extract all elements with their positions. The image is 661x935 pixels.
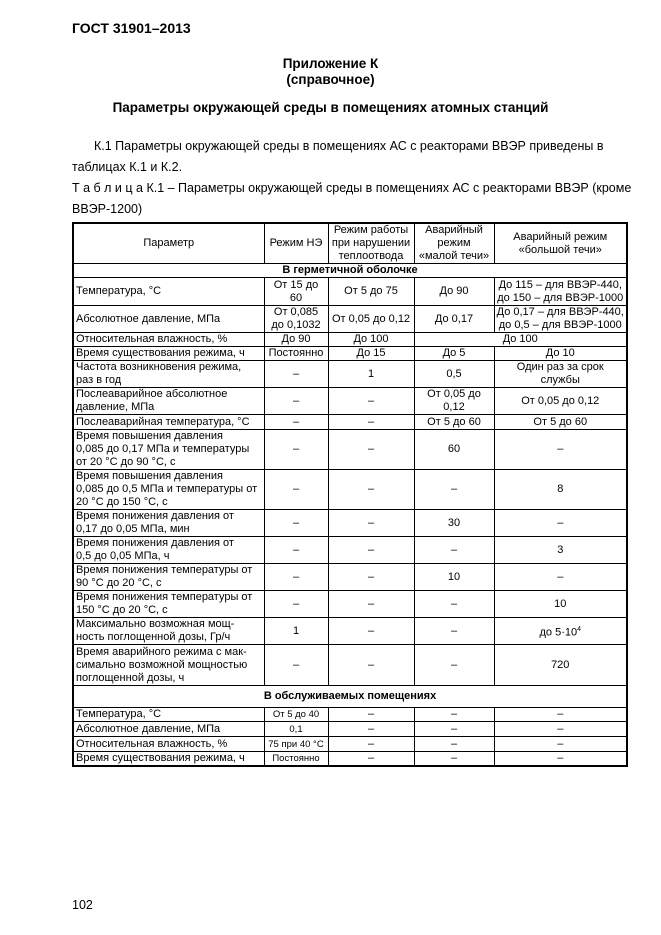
value-cell: –	[494, 708, 627, 722]
section-title: В обслуживаемых помещениях	[73, 686, 627, 708]
value-cell: От 5 до 75	[328, 278, 414, 306]
value-cell: От 5 до 60	[494, 415, 627, 430]
section-row	[73, 264, 627, 278]
value-cell: –	[414, 708, 494, 722]
value-cell: –	[414, 470, 494, 510]
value-cell: 3	[494, 537, 627, 564]
value-cell: 10	[414, 564, 494, 591]
parameter-cell: Абсолютное давление, МПа	[73, 306, 264, 333]
value-cell: –	[494, 722, 627, 737]
value-cell: –	[414, 722, 494, 737]
parameter-cell: Относительная влажность, %	[73, 333, 264, 347]
value-cell: 8	[494, 470, 627, 510]
value-cell: –	[264, 361, 328, 388]
section-row	[73, 686, 627, 708]
value-cell: До 100	[414, 333, 627, 347]
table-row	[73, 278, 627, 306]
value-cell: –	[328, 415, 414, 430]
value-cell: Постоянно	[264, 347, 328, 361]
value-cell: –	[328, 430, 414, 470]
table-row	[73, 708, 627, 722]
parameter-cell: Время существования режима, ч	[73, 752, 264, 767]
value-cell: 60	[414, 430, 494, 470]
value-cell: От 0,05 до 0,12	[414, 388, 494, 415]
parameter-cell: Послеаварийное абсолютное давление, МПа	[73, 388, 264, 415]
page-number: 102	[72, 898, 93, 912]
value-cell: Один раз за срок службы	[494, 361, 627, 388]
value-cell: –	[264, 430, 328, 470]
value-cell: –	[264, 564, 328, 591]
value-cell: –	[328, 510, 414, 537]
value-cell: 10	[494, 591, 627, 618]
table-row	[73, 737, 627, 752]
value-cell: –	[264, 388, 328, 415]
section-title: В герметичной оболочке	[73, 264, 627, 278]
table-row	[73, 722, 627, 737]
column-header: Параметр	[73, 223, 264, 264]
value-cell: –	[264, 415, 328, 430]
table-row	[73, 361, 627, 388]
value-cell: –	[264, 645, 328, 686]
column-header: Режим работы при нарушении теплоотвода	[328, 223, 414, 264]
parameter-cell: Послеаварийная температура, °С	[73, 415, 264, 430]
value-cell: До 0,17	[414, 306, 494, 333]
table-row	[73, 564, 627, 591]
value-cell: Постоянно	[264, 752, 328, 767]
parameter-cell: Время повышения давления 0,085 до 0,5 МПа и температуры от 20 °С до 150 °С, с	[73, 470, 264, 510]
parameter-cell: Время понижения давления от 0,5 до 0,05 МПа, ч	[73, 537, 264, 564]
parameter-cell: Время повышения давления 0,085 до 0,17 МПа и температуры от 20 °С до 90 °С, с	[73, 430, 264, 470]
value-cell: –	[328, 591, 414, 618]
value-cell: От 15 до 60	[264, 278, 328, 306]
intro-paragraph: К.1 Параметры окружающей среды в помещениях АС с реакторами ВВЭР приведены в таблицах К.1 и К.2.	[72, 139, 604, 174]
value-cell: –	[414, 737, 494, 752]
value-cell: До 100	[328, 333, 414, 347]
value-cell: До 90	[264, 333, 328, 347]
parameter-cell: Максимально возможная мощ- ность поглощенной дозы, Гр/ч	[73, 618, 264, 645]
value-cell: 75 при 40 °С	[264, 737, 328, 752]
column-header: Аварийный режим «большой течи»	[494, 223, 627, 264]
column-header: Режим НЭ	[264, 223, 328, 264]
value-cell: –	[264, 470, 328, 510]
value-cell: До 10	[494, 347, 627, 361]
value-cell: От 5 до 60	[414, 415, 494, 430]
value-cell: 30	[414, 510, 494, 537]
value-cell: 0,5	[414, 361, 494, 388]
table-row	[73, 306, 627, 333]
value-cell: –	[494, 510, 627, 537]
parameter-cell: Время существования режима, ч	[73, 347, 264, 361]
table-row	[73, 591, 627, 618]
value-cell: –	[328, 470, 414, 510]
value-cell: От 0,085 до 0,1032	[264, 306, 328, 333]
table-header-row	[73, 223, 627, 264]
value-cell: –	[328, 645, 414, 686]
table-caption: Т а б л и ц а К.1 – Параметры окружающей среды в помещениях АС с реакторами ВВЭР (кроме ВВЭР-1200)	[72, 181, 632, 216]
value-cell: –	[494, 430, 627, 470]
value-cell: –	[328, 537, 414, 564]
value-base: до 5·10	[539, 626, 578, 639]
value-cell: От 0,05 до 0,12	[494, 388, 627, 415]
standard-number: ГОСТ 31901–2013	[72, 20, 191, 36]
value-cell: –	[264, 537, 328, 564]
value-exponent: 4	[577, 625, 581, 633]
value-cell: –	[264, 591, 328, 618]
table-row	[73, 333, 627, 347]
value-cell: –	[264, 510, 328, 537]
table-row	[73, 388, 627, 415]
value-cell: –	[328, 618, 414, 645]
value-cell: –	[494, 737, 627, 752]
table-row	[73, 537, 627, 564]
value-cell: От 0,05 до 0,12	[328, 306, 414, 333]
table-row	[73, 752, 627, 767]
value-cell	[494, 618, 627, 645]
table-row	[73, 470, 627, 510]
value-cell: 720	[494, 645, 627, 686]
parameter-cell: Температура, °С	[73, 278, 264, 306]
appendix-title: Приложение К	[282, 56, 379, 71]
parameter-cell: Частота возникновения режима, раз в год	[73, 361, 264, 388]
table-row	[73, 645, 627, 686]
value-cell: –	[414, 537, 494, 564]
value-cell: До 5	[414, 347, 494, 361]
value-cell: 1	[264, 618, 328, 645]
value-cell: 1	[328, 361, 414, 388]
parameter-cell: Абсолютное давление, МПа	[73, 722, 264, 737]
value-cell: До 115 – для ВВЭР-440, до 150 – для ВВЭР-1000	[494, 278, 627, 306]
table-row	[73, 618, 627, 645]
appendix-subtitle: (справочное)	[286, 72, 375, 87]
value-cell: –	[414, 591, 494, 618]
table-row	[73, 415, 627, 430]
value-cell: До 0,17 – для ВВЭР-440, до 0,5 – для ВВЭР-1000	[494, 306, 627, 333]
table-row	[73, 347, 627, 361]
value-cell: –	[414, 618, 494, 645]
value-cell: –	[328, 737, 414, 752]
value-cell: –	[328, 722, 414, 737]
parameters-table	[72, 222, 628, 767]
value-cell: До 15	[328, 347, 414, 361]
value-cell: –	[328, 388, 414, 415]
column-header: Аварийный режим «малой течи»	[414, 223, 494, 264]
value-cell: –	[328, 564, 414, 591]
value-cell: –	[328, 752, 414, 767]
parameter-cell: Относительная влажность, %	[73, 737, 264, 752]
value-cell: –	[494, 752, 627, 767]
value-cell: 0,1	[264, 722, 328, 737]
table-row	[73, 510, 627, 537]
table-row	[73, 430, 627, 470]
value-cell: –	[414, 645, 494, 686]
value-cell: От 5 до 40	[264, 708, 328, 722]
parameter-cell: Время аварийного режима с мак- симально возможной мощностью поглощенной дозы, ч	[73, 645, 264, 686]
parameter-cell: Время понижения давления от 0,17 до 0,05 МПа, мин	[73, 510, 264, 537]
parameter-cell: Температура, °С	[73, 708, 264, 722]
parameter-cell: Время понижения температуры от 150 °С до 20 °С, с	[73, 591, 264, 618]
value-cell: До 90	[414, 278, 494, 306]
value-cell: –	[494, 564, 627, 591]
value-cell: –	[328, 708, 414, 722]
appendix-heading: Параметры окружающей среды в помещениях атомных станций	[112, 100, 549, 115]
value-cell: –	[414, 752, 494, 767]
parameter-cell: Время понижения температуры от 90 °С до 20 °С, с	[73, 564, 264, 591]
